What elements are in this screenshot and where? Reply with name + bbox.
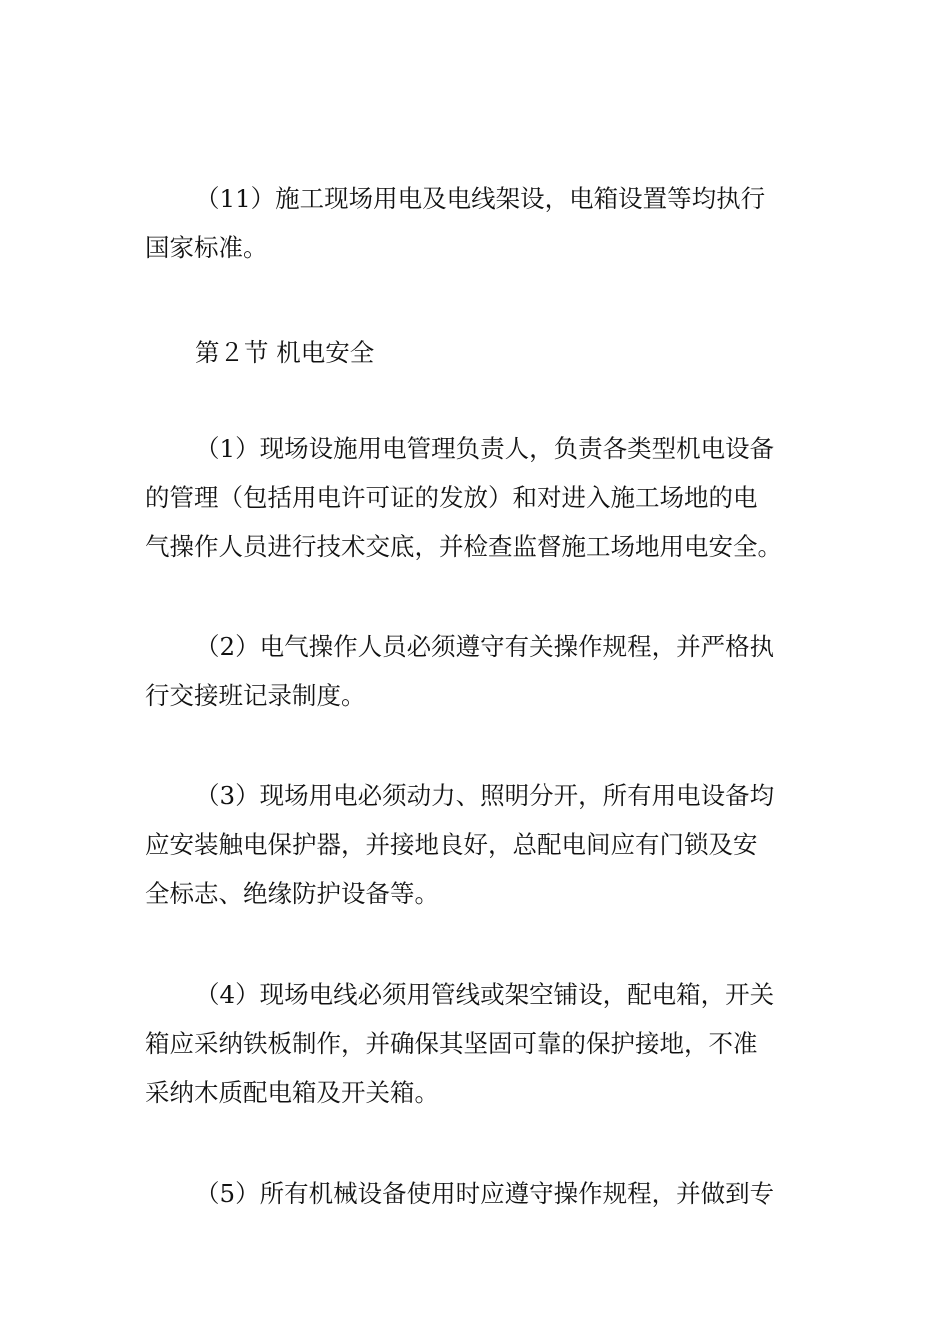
paragraph-line: （5）所有机械设备使用时应遵守操作规程，并做到专: [195, 1179, 775, 1208]
paragraph-item-4: [145, 970, 810, 1117]
paragraph-line: （3）现场用电必须动力、照明分开，所有用电设备均: [195, 781, 775, 810]
paragraph-line: 的管理（包括用电许可证的发放）和对进入施工场地的电: [145, 483, 758, 512]
paragraph-line: 行交接班记录制度。: [145, 681, 366, 710]
paragraph-line: 应安装触电保护器，并接地良好，总配电间应有门锁及安: [145, 830, 758, 859]
paragraph-line: 全标志、绝缘防护设备等。: [145, 879, 439, 908]
paragraph-item-1: [145, 424, 810, 571]
paragraph-line: 箱应采纳铁板制作，并确保其坚固可靠的保护接地，不准: [145, 1029, 758, 1058]
paragraph-line: 气操作人员进行技术交底，并检查监督施工场地用电安全。: [145, 532, 782, 561]
paragraph-item-3: [145, 771, 810, 918]
paragraph-item-11: [145, 174, 810, 272]
paragraph-line: （4）现场电线必须用管线或架空铺设，配电箱，开关: [195, 980, 775, 1009]
paragraph-line: （1）现场设施用电管理负责人，负责各类型机电设备: [195, 434, 775, 463]
paragraph-line: （11）施工现场用电及电线架设，电箱设置等均执行: [195, 184, 766, 213]
paragraph-item-5: [145, 1169, 810, 1218]
paragraph-line: 国家标准。: [145, 233, 268, 262]
paragraph-line: 采纳木质配电箱及开关箱。: [145, 1078, 439, 1107]
paragraph-item-2: [145, 622, 810, 720]
paragraph-line: （2）电气操作人员必须遵守有关操作规程，并严格执: [195, 632, 775, 661]
section-heading: 第２节 机电安全: [195, 338, 375, 367]
